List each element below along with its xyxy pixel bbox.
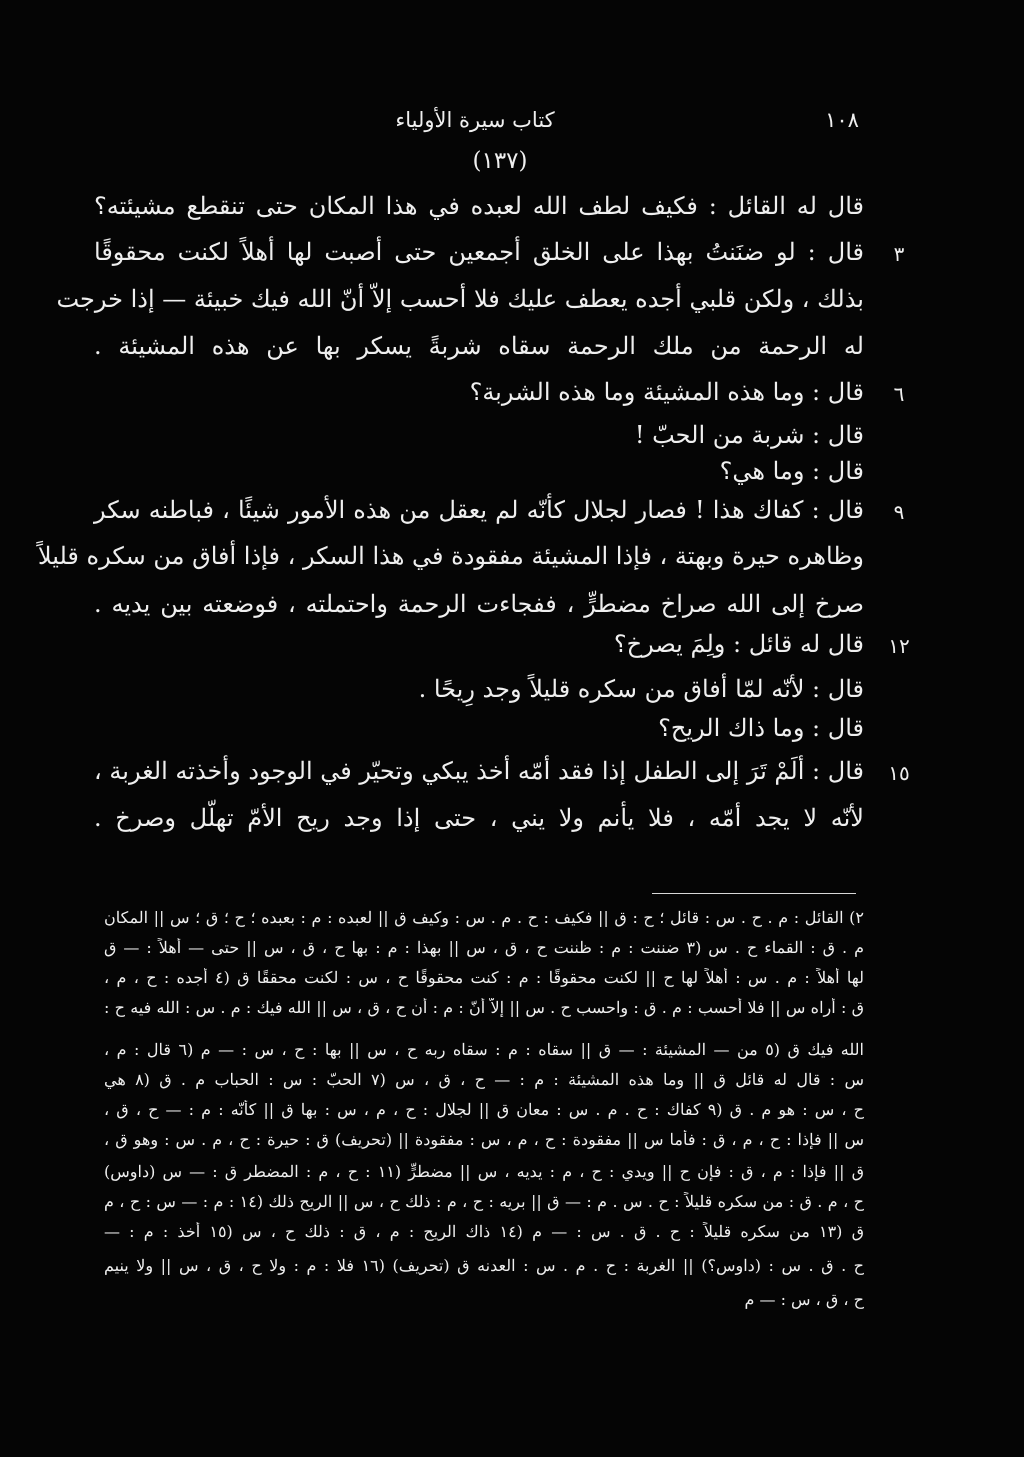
footnote-line: ٢) القائل : م . ح . س : قائل ؛ ح : ق || فكيف : ح . م . س : وكيف ق || لعبده : م : بعبده ؛ ح ؛ ق ؛ س || المكان (104, 908, 864, 927)
body-line-10: صرخ إلى الله صراخ مضطرٍّ ، ففجاءت الرحمة واحتملته ، فوضعته بين يديه . (94, 590, 864, 618)
body-line-7: قال : وما هي؟ (719, 457, 864, 485)
footnote-line: لها أهلاً : م . س : أهلاً لها ح || لكنت محقوقًا : م : كنت محقوقًا ح ، س : لكنت محققًا ق (٤ أجده : ح ، م ، (104, 968, 864, 987)
verse-number: ١٥ (888, 761, 910, 785)
body-line-13: قال : وما ذاك الريح؟ (658, 714, 864, 742)
footnote-line: ق (١٣ من سكره قليلاً : ح . ق . س : — م (١٤ ذاك الريح : م ، ق : ذلك ح ، س (١٥ أخذ : م : — (104, 1222, 864, 1241)
footnote-line: ح ، م . ق : من سكره قليلاً : ح . س . م : — ق || بريه : ح ، م : ذلك ح ، س || الريح ذلك (١٤ : م : — س : ح ، م (104, 1192, 864, 1211)
footnote-line: ق : أراه س || فلا أحسب : م . ق : واحسب ح . س || إلاّ أنّ : م : أن ح ، ق ، س || الله فيك : م . س : الله فيه ح : (104, 998, 864, 1017)
page-number: ١٠٨ (825, 108, 859, 132)
footnote-line: الله فيك ق (٥ من — المشيئة : — ق || سقاه : م : سقاه ربه ح ، س || بها : ح ، س : — م (٦ قال : م ، (104, 1040, 864, 1059)
footnote-line: ح ، س : هو م . ق (٩ كفاك : ح . م . س : معان ق || لجلال : ح ، م ، س : بها ق || كأنّه : م : — ح ، ق ، (104, 1100, 864, 1119)
footnote-line: م . ق : القماء ح . س (٣ ضننت : م : ظننت ح ، ق ، س || بهذا : م : بها ح ، ق ، س || حتى — أهلاً : — ق (104, 938, 864, 957)
verse-number: ٦ (893, 382, 905, 406)
body-line-6: قال : شربة من الحبّ ! (634, 421, 864, 449)
verse-number: ١٢ (888, 634, 910, 658)
footnote-line: س : قال له قائل ق || وما هذه المشيئة : م : — ح ، ق ، س (٧ الحبّ : س : الحباب م . ق (٨ هي (104, 1070, 864, 1089)
body-line-1: قال له القائل : فكيف لطف الله لعبده في هذا المكان حتى تنقطع مشيئته؟ (94, 192, 864, 220)
running-header-title: كتاب سيرة الأولياء (395, 108, 555, 132)
body-line-9: وظاهره حيرة وبهتة ، فإذا المشيئة مفقودة في هذا السكر ، فإذا أفاق من سكره قليلاً (37, 542, 864, 570)
footnote-line: ح ، ق ، س : — م (744, 1290, 864, 1309)
footnote-divider (652, 893, 856, 894)
body-line-5: قال : وما هذه المشيئة وما هذه الشربة؟ (469, 378, 864, 406)
footnote-line: س || فإذا : ح ، م ، ق : فأما س || مفقودة : ح ، م ، س : مفقودة || (تحريف) ق : حيرة : ح ، م . س : وهو ق ، (104, 1130, 864, 1149)
section-number: (١٣٧) (472, 148, 528, 174)
verse-number: ٩ (893, 500, 905, 524)
footnote-line: ق || فإذا : م ، ق : فإن ح || ويدي : ح ، م : يديه ، س || مضطرٍّ (١١ : ح ، م : المضطر ق : — س (داوس) (104, 1162, 864, 1181)
body-line-11: قال له قائل : ولِمَ يصرخ؟ (613, 630, 864, 658)
footnote-line: ح . ق . س : (داوس؟) || الغربة : ح . م . س : العدنه ق (تحريف) (١٦ فلا : م : ولا ح ، ق ، س || ولا ينيم (104, 1256, 864, 1275)
body-line-4: له الرحمة من ملك الرحمة سقاه شربةً يسكر بها عن هذه المشيئة . (94, 332, 864, 360)
body-line-14: قال : ألَمْ تَرَ إلى الطفل إذا فقد أمّه أخذ يبكي وتحيّر في الوجود وأخذته الغربة ، (94, 757, 864, 785)
body-line-15: لأنّه لا يجد أمّه ، فلا يأنم ولا يني ، حتى إذا وجد ريح الأمّ تهلّل وصرخ . (94, 804, 864, 832)
body-line-8: قال : كفاك هذا ! فصار لجلال كأنّه لم يعقل من هذه الأمور شيئًا ، فباطنه سكر (94, 496, 864, 524)
body-line-2: قال : لو ضنَنتُ بهذا على الخلق أجمعين حتى أصبت لها أهلاً لكنت محقوقًا (94, 238, 864, 266)
body-line-12: قال : لأنّه لمّا أفاق من سكره قليلاً وجد رِيحًا . (418, 675, 864, 703)
verse-number: ٣ (893, 242, 905, 266)
body-line-3: بذلك ، ولكن قلبي أجده يعطف عليك فلا أحسب إلاّ أنّ الله فيك خبيئة — إذا خرجت (56, 285, 864, 313)
